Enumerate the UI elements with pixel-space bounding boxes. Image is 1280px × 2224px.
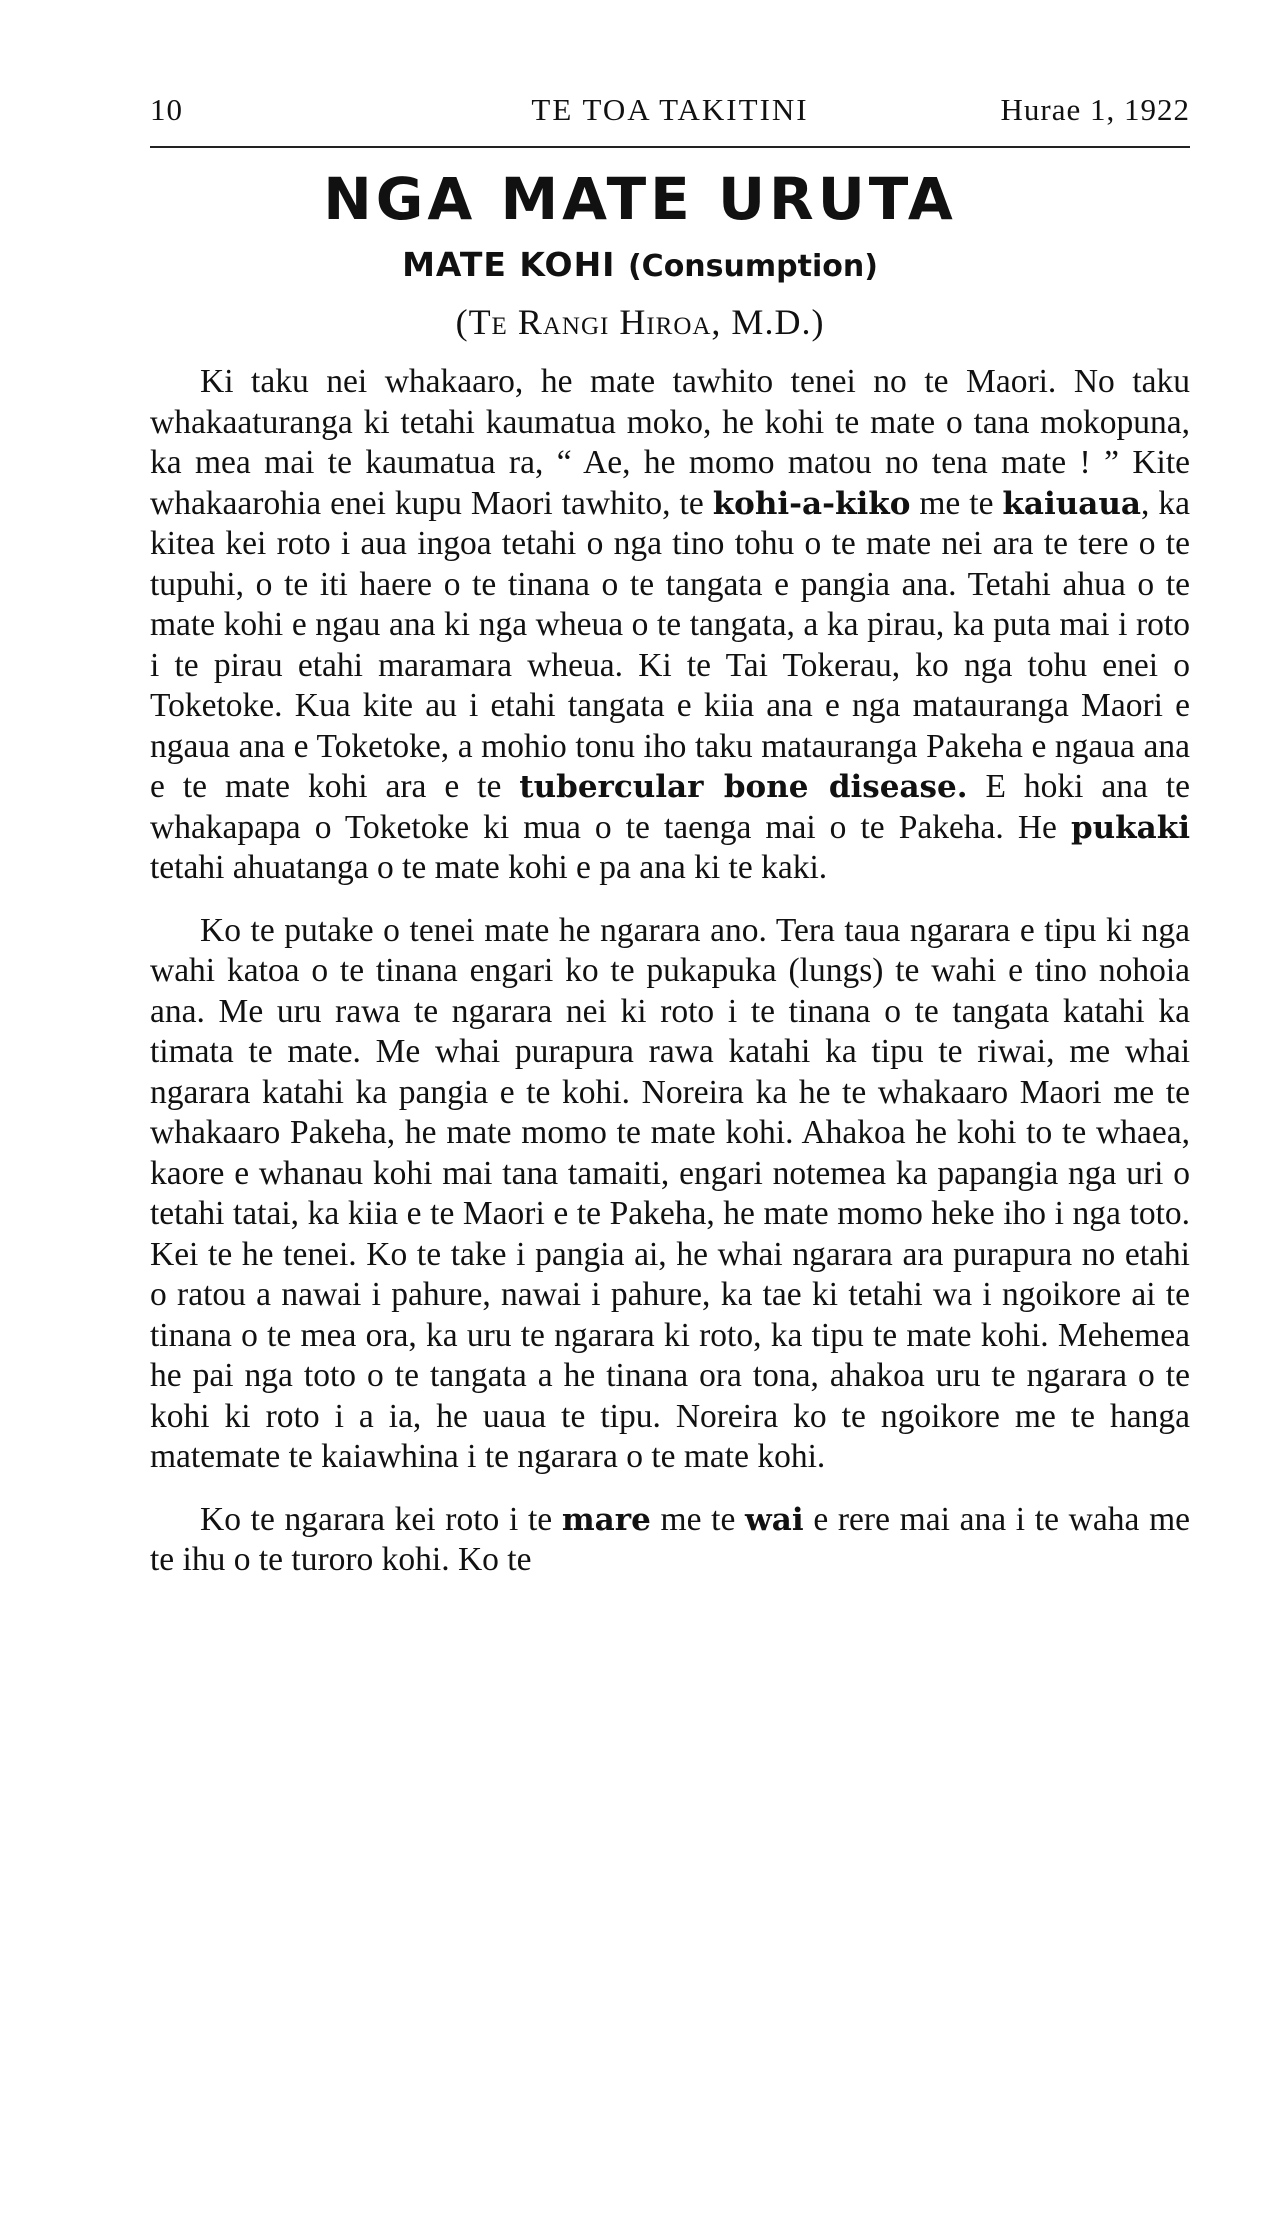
issue-date: Hurae 1, 1922	[1000, 92, 1190, 127]
subtitle-main: MATE KOHI	[402, 245, 616, 284]
article-title: NGA MATE URUTA	[323, 165, 957, 233]
paragraph	[150, 911, 1190, 1478]
paragraph-text: , ka kitea kei roto i aua ingoa tetahi o nga tino tohu o te mate nei ara te tere o te tupuhi, o te iti haere o te tinana o te tangata e pangia ana. Tetahi ahua o te mate kohi e ngau ana ki nga wheua o te tangata, a ka pirau, ka puta mai i roto i te pirau etahi maramara wheua. Ki te Tai Tokerau, ko nga tohu enei o Toketoke. Kua kite au i etahi tangata e kiia ana e nga matauranga Maori e ngaua ana e Toketoke, a mohio tonu iho taku matauranga Pakeha e ngaua ana e te mate kohi ara e te	[150, 484, 1190, 805]
bold-term: pukaki	[1070, 809, 1190, 846]
header-rule	[150, 146, 1190, 148]
bold-term: tubercular bone disease.	[519, 769, 968, 805]
paragraph-text: me te	[650, 1500, 746, 1538]
publication-title: TE TOA TAKITINI	[531, 92, 809, 127]
author-name: Te Rangi Hiroa, M.D.	[468, 302, 812, 342]
subtitle-note: (Consumption)	[627, 249, 878, 284]
article-body	[150, 362, 1190, 1603]
article-subtitle	[0, 245, 1280, 284]
running-head	[150, 92, 1190, 132]
bold-term: kohi-a-kiko	[712, 485, 911, 522]
paragraph	[150, 362, 1190, 889]
paragraph-text: Ko te putake o tenei mate he ngarara ano. Tera taua ngarara e tipu ki nga wahi katoa o te tinana engari ko te pukapuka (lungs) te wahi e tino nohoia ana. Me uru rawa te ngarara nei ki roto i te tinana o te tangata katahi ka timata te mate. Me whai purapura rawa katahi ka tipu te riwai, me whai ngarara katahi ka pangia e te kohi. Noreira ka he te whakaaro Maori me te whakaaro Pakeha, he mate momo te mate kohi. Ahakoa he kohi to te whaea, kaore e whanau kohi mai tana tamaiti, engari notemea ka papangia nga uri o tetahi tatai, ka kiia e te Maori e te Pakeha, he mate momo heke iho i nga toto. Kei te he tenei. Ko te take i pangia ai, he whai ngarara ara purapura no etahi o ratou a nawai i pahure, nawai i pahure, ka tae ki tetahi wa i ngoikore ai te tinana o te mea ora, ka uru te ngarara ki roto, ka tipu te mate kohi. Mehemea he pai nga toto o te tangata a he tinana ora tona, ahakoa uru te ngarara o te kohi ki roto i a ia, he uaua te tipu. Noreira ko te ngoikore me te hanga matemate te kaiawhina i te ngarara o te mate kohi.	[150, 911, 1190, 1475]
paragraph	[150, 1500, 1190, 1581]
paragraph-text: E hoki ana te whakapapa o Toketoke ki mua o te taenga mai o te Pakeha. He	[150, 768, 1190, 846]
paragraph-text: Ko te ngarara kei roto i te	[200, 1500, 562, 1538]
author-open-paren: (	[455, 302, 469, 342]
page-number: 10	[150, 92, 183, 127]
author-line	[0, 304, 1280, 340]
paragraph-text: tetahi ahuatanga o te mate kohi e pa ana ki te kaki.	[150, 849, 828, 886]
paragraph-text: Ki taku nei whakaaro, he mate tawhito tenei no te Maori. No taku whakaaturanga ki tetahi kaumatua moko, he kohi te mate o tana mokopuna, ka mea mai te kaumatua ra, “ Ae, he momo matou no tena mate ! ” Kite whakaarohia enei kupu Maori tawhito, te	[150, 363, 1190, 522]
paragraph-text: me te	[910, 484, 1003, 522]
bold-term: kaiuaua	[1002, 485, 1142, 522]
bold-term: wai	[745, 1501, 804, 1538]
paragraph-text: e rere mai ana i te waha me te ihu o te turoro kohi. Ko te	[150, 1500, 1190, 1578]
bold-term: mare	[561, 1501, 651, 1538]
author-close-paren: )	[811, 302, 825, 342]
